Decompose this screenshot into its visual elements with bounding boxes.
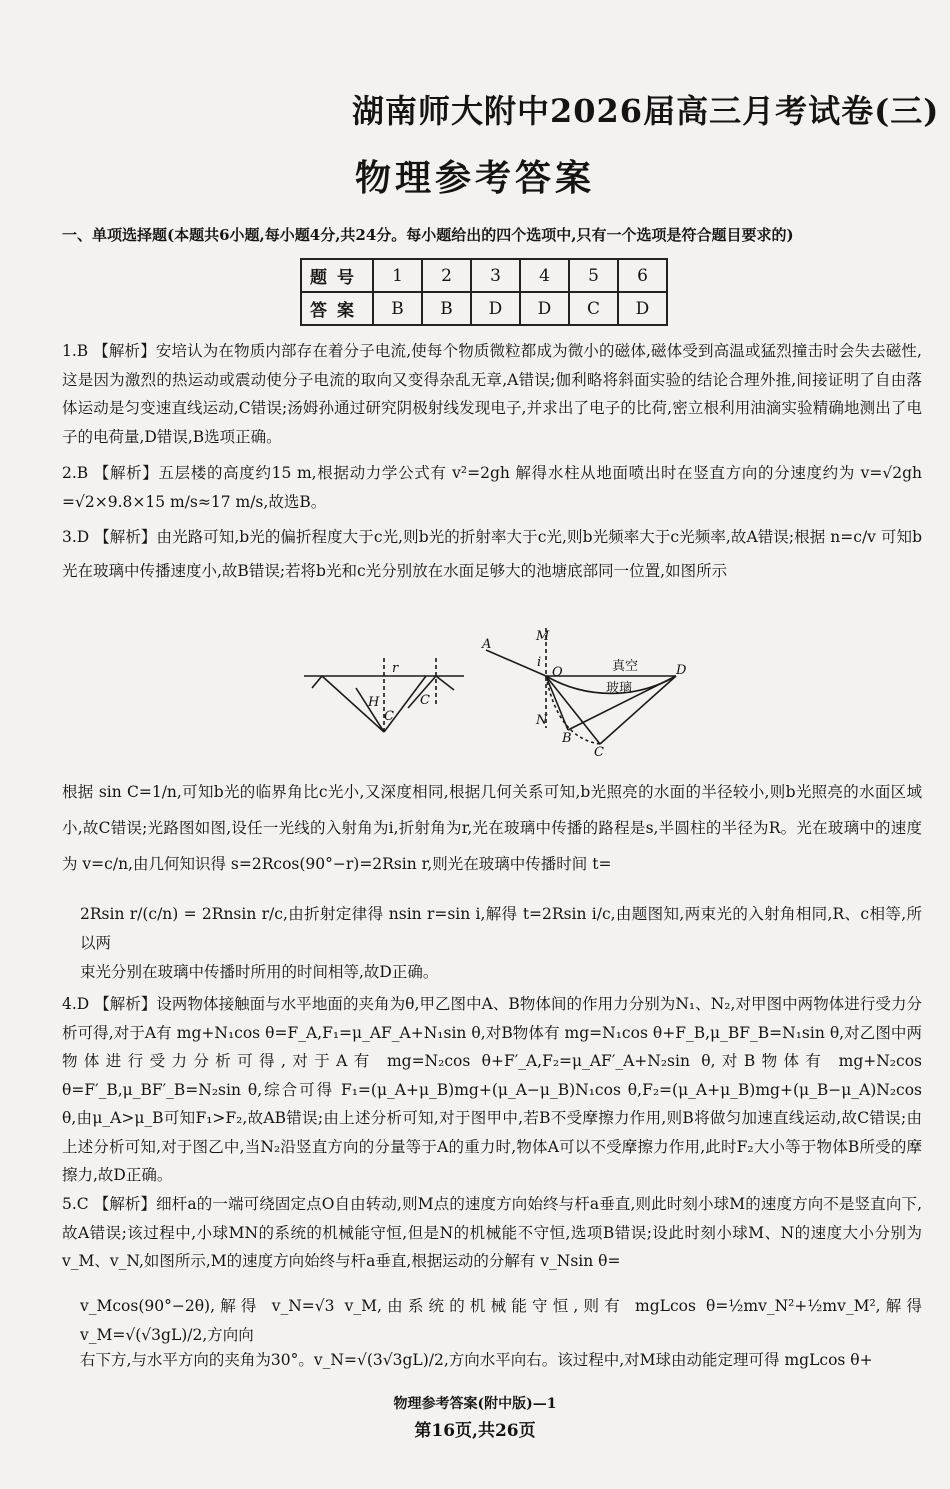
exam-title: 湖南师大附中2026届高三月考试卷(三) [352, 92, 940, 130]
section-heading: 一、单项选择题(本题共6小题,每小题4分,共24分。每小题给出的四个选项中,只有一个选项是符合题目要求的) [62, 226, 794, 244]
table-cell: C [569, 292, 618, 325]
table-cell: B [373, 292, 422, 325]
table-header-answer: 答案 [301, 292, 373, 325]
footer-caption: 物理参考答案(附中版)—1 [393, 1396, 557, 1412]
fig-label-r: r [392, 661, 399, 676]
table-cell: 3 [471, 259, 520, 292]
table-cell: D [618, 292, 667, 325]
optics-figure [296, 628, 716, 760]
solution-q3-part4: 束光分别在玻璃中传播时所用的时间相等,故D正确。 [80, 963, 439, 981]
fig-label-d: D [676, 663, 687, 678]
table-cell: D [471, 292, 520, 325]
table-header-number: 题号 [301, 259, 373, 292]
table-cell: B [422, 292, 471, 325]
fig-label-o: O [552, 665, 563, 680]
table-cell: D [520, 292, 569, 325]
solution-q5-part2: v_Mcos(90°−2θ),解得 v_N=√3 v_M,由系统的机械能守恒,则有 mgLcos θ=½mv_N²+½mv_M²,解得 v_M=√(√3gL)/2,方向向 [80, 1297, 922, 1344]
table-cell: 5 [569, 259, 618, 292]
answer-table [300, 258, 668, 326]
fig-label-glass: 玻璃 [606, 681, 633, 696]
fig-label-c2: C [420, 693, 430, 708]
table-row-numbers [301, 259, 667, 292]
table-cell: 4 [520, 259, 569, 292]
fig-label-c3: C [594, 745, 604, 760]
fig-label-h: H [368, 695, 380, 710]
solution-q5-part3: 右下方,与水平方向的夹角为30°。v_N=√(3√3gL)/2,方向水平向右。该过程中,对M球由动能定理可得 mgLcos θ+ [80, 1351, 873, 1369]
fig-label-n: N [536, 713, 548, 728]
answer-key-title: 物理参考答案 [354, 157, 595, 199]
refracted-ray-c [546, 676, 600, 744]
fig-label-b: B [562, 731, 572, 746]
page-number: 第16页,共26页 [414, 1421, 536, 1441]
solution-q1: 1.B 【解析】安培认为在物质内部存在着分子电流,使每个物质微粒都成为微小的磁体,磁体受到高温或猛烈撞击时会失去磁性,这是因为激烈的热运动或震动使分子电流的取向又变得杂乱无章,A错误;伽利略将斜面实验的结论合理外推,间接证明了自由落体运动是匀变速直线运动,C错误;汤姆孙通过研究阴极射线发现电子,并求出了电子的比荷,密立根利用油滴实验精确地测出了电子的电荷量,D错误,B选项正确。 [62, 342, 922, 446]
table-cell: 1 [373, 259, 422, 292]
solution-q2: 2.B 【解析】五层楼的高度约15 m,根据动力学公式有 v²=2gh 解得水柱从地面喷出时在竖直方向的分速度约为 v=√2gh =√2×9.8×15 m/s≈17 m/s,故选B。 [62, 464, 922, 511]
fig-label-a: A [482, 637, 492, 652]
solution-q3-part3: 2Rsin r/(c/n) = 2Rnsin r/c,由折射定律得 nsin r=sin i,解得 t=2Rsin i/c,由题图知,两束光的入射角相同,R、c相等,所以两 [80, 905, 922, 952]
table-row-answers [301, 292, 667, 325]
table-cell: 2 [422, 259, 471, 292]
table-cell: 6 [618, 259, 667, 292]
fig-label-vacuum: 真空 [612, 659, 639, 674]
solution-q5-part1: 5.C 【解析】细杆a的一端可绕固定点O自由转动,则M点的速度方向始终与杆a垂直,则此时刻小球M的速度方向不是竖直向下,故A错误;该过程中,小球MN的系统的机械能守恒,但是N的机械能不守恒,选项B错误;设此时刻小球M、N的速度大小分别为v_M、v_N,如图所示,M的速度方向始终与杆a垂直,根据运动的分解有 v_Nsin θ= [62, 1195, 922, 1270]
solution-q4: 4.D 【解析】设两物体接触面与水平地面的夹角为θ,甲乙图中A、B物体间的作用力分别为N₁、N₂,对甲图中两物体进行受力分析可得,对于A有 mg+N₁cos θ=F_A,F₁=μ_AF_A+N₁sin θ,对B物体有 mg=N₁cos θ+F_B,μ_BF_B=N₁sin θ,对乙图中两物体进行受力分析可得,对于A有 mg=N₂cos θ+F′_A,F₂=μ_AF′_A+N₂sin θ,对B物体有 mg+N₂cos θ=F′_B,μ_BF′_B=N₂sin θ,综合可得 F₁=(μ_A+μ_B)mg+(μ_A−μ_B)N₁cos θ,F₂=(μ_A+μ_B)mg+(μ_B−μ_A)N₂cos θ,由μ_A>μ_B可知F₁>F₂,故AB错误;由上述分析可知,对于图甲中,若B不受摩擦力作用,则B将做匀加速直线运动,故C错误;由上述分析可知,对于图乙中,当N₂沿竖直方向的分量等于A的重力时,物体A可以不受摩擦力作用,此时F₂大小等于物体B所受的摩擦力,故D正确。 [62, 995, 922, 1184]
solution-q3-part1: 3.D 【解析】由光路可知,b光的偏折程度大于c光,则b光的折射率大于c光,则b光频率大于c光频率,故A错误;根据 n=c/v 可知b光在玻璃中传播速度小,故B错误;若将b光和c光分别放在水面足够大的池塘底部同一位置,如图所示 [62, 528, 922, 580]
solution-q3-part2: 根据 sin C=1/n,可知b光的临界角比c光小,又深度相同,根据几何关系可知,b光照亮的水面的半径较小,则b光照亮的水面区域小,故C错误;光路图如图,设任一光线的入射角为i,折射角为r,光在玻璃中传播的路程是s,半圆柱的半径为R。光在玻璃中的速度为 v=c/n,由几何知识得 s=2Rcos(90°−r)=2Rsin r,则光在玻璃中传播时间 t= [62, 783, 922, 873]
fig-label-m: M [536, 629, 550, 644]
fig-label-c1: C [384, 709, 394, 724]
fig-label-i: i [537, 655, 542, 670]
